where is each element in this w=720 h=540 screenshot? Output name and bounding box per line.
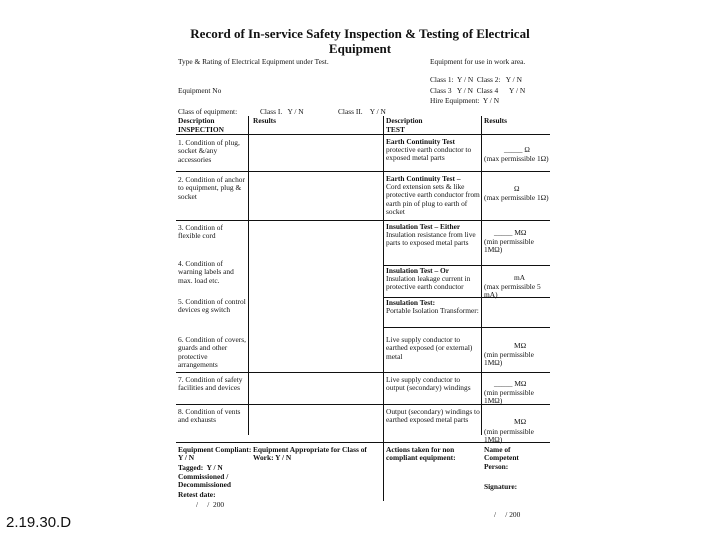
class-of-equipment-label: Class of equipment: — [178, 107, 238, 116]
row-divider — [176, 220, 550, 221]
row-divider — [176, 372, 550, 373]
class-options-line1: Class 1: Y / N Class 2: Y / N — [430, 75, 522, 84]
test-item-limit: (min permissible 1MΩ) — [484, 237, 534, 255]
test-item-description: Insulation leakage current in protective earth conductor — [386, 274, 471, 292]
middle-column-divider — [383, 116, 384, 501]
tagged-field: Tagged: Y / N — [178, 463, 223, 472]
equipment-compliant-field: Equipment Compliant: Y / N — [178, 445, 252, 463]
test-item-result: MΩ — [514, 341, 527, 350]
row-divider — [176, 171, 550, 172]
left-column-divider — [248, 116, 249, 435]
test-item-description: Live supply conductor to earthed exposed (or external) metal — [386, 335, 473, 361]
right-column-divider — [481, 116, 482, 435]
inspection-item: 4. Condition of warning labels and max. load etc. — [178, 259, 234, 285]
test-item-limit: (min permissible 1MΩ) — [484, 350, 534, 368]
inspection-item: 8. Condition of vents and exhausts — [178, 407, 241, 425]
test-item-result: _____ MΩ — [494, 379, 527, 388]
inspection-item: 2. Condition of anchor to equipment, plug & socket — [178, 175, 245, 201]
test-item-result: _____ Ω — [504, 145, 530, 154]
hire-equipment-label: Hire Equipment: Y / N — [430, 96, 500, 105]
right-description-header: Description — [386, 116, 423, 125]
test-item-description: protective earth conductor to exposed metal parts — [386, 145, 472, 163]
class-ii-option: Class II. Y / N — [338, 107, 386, 116]
class-i-option: Class I. Y / N — [260, 107, 304, 116]
row-divider — [383, 327, 550, 328]
header-divider — [176, 134, 550, 135]
inspection-item: 3. Condition of flexible cord — [178, 223, 223, 241]
signature-label: Signature: — [484, 482, 518, 491]
test-item-title: Earth Continuity Test – — [386, 174, 461, 183]
test-item-limit: (max permissible 5 mA) — [484, 282, 541, 300]
test-item-description: Insulation resistance from live parts to exposed metal parts — [386, 230, 476, 248]
inspection-item: 1. Condition of plug, socket &/any accessories — [178, 138, 240, 164]
class-options-line2: Class 3 Y / N Class 4 Y / N — [430, 86, 526, 95]
test-item-limit: (min permissible 1MΩ) — [484, 427, 534, 445]
left-description-header: Description — [178, 116, 215, 125]
test-item-result: MΩ — [514, 417, 527, 426]
commissioned-field: Commissioned / Decommissioned — [178, 472, 231, 490]
test-item-title: Insulation Test – Or — [386, 266, 450, 275]
inspection-item: 7. Condition of safety facilities and devices — [178, 375, 243, 393]
test-header: TEST — [386, 125, 405, 134]
competent-person-field: Name of Competent Person: — [484, 445, 519, 471]
test-item-description: Portable Isolation Transformer: — [386, 306, 479, 315]
slide-number: 2.19.30.D — [6, 514, 72, 531]
document-title-line2: Equipment — [328, 41, 392, 56]
test-item-description: Output (secondary) windings to earthed exposed metal parts — [386, 407, 480, 425]
test-item-description: Cord extension sets & like protective earth conductor from earth pin of plug to earth of socket — [386, 182, 480, 217]
retest-date-label: Retest date: — [178, 490, 216, 499]
inspection-record-document — [164, 22, 556, 522]
equipment-appropriate-field: Equipment Appropriate for Class of Work: Y / N — [253, 445, 367, 463]
test-item-limit: (min permissible 1MΩ) — [484, 388, 534, 406]
inspection-item: 6. Condition of covers, guards and other protective arrangements — [178, 335, 246, 370]
test-item-title: Insulation Test: — [386, 298, 436, 307]
test-item-description: Live supply conductor to output (secondary) windings — [386, 375, 471, 393]
test-item-result: mA — [514, 273, 526, 282]
inspection-item: 5. Condition of control devices eg switch — [178, 297, 246, 315]
type-rating-label: Type & Rating of Electrical Equipment under Test. — [178, 57, 329, 66]
left-results-header: Results — [253, 116, 276, 125]
inspection-header: INSPECTION — [178, 125, 224, 134]
equipment-no-label: Equipment No — [178, 86, 222, 95]
test-item-result: Ω — [514, 184, 520, 193]
actions-taken-field: Actions taken for non compliant equipment: — [386, 445, 456, 463]
right-results-header: Results — [484, 116, 507, 125]
test-item-limit: (max permissible 1Ω) — [484, 154, 549, 163]
test-item-title: Earth Continuity Test — [386, 137, 455, 146]
document-title-line1: Record of In-service Safety Inspection & Testing of Electrical — [190, 26, 530, 41]
retest-date-value: / / 200 — [196, 500, 225, 509]
test-item-limit: (max permissible 1Ω) — [484, 193, 549, 202]
test-item-title: Insulation Test – Either — [386, 222, 461, 231]
signature-date-value: / / 200 — [494, 510, 521, 519]
test-item-result: _____ MΩ — [494, 228, 527, 237]
equipment-for-use-label: Equipment for use in work area. — [430, 57, 526, 66]
